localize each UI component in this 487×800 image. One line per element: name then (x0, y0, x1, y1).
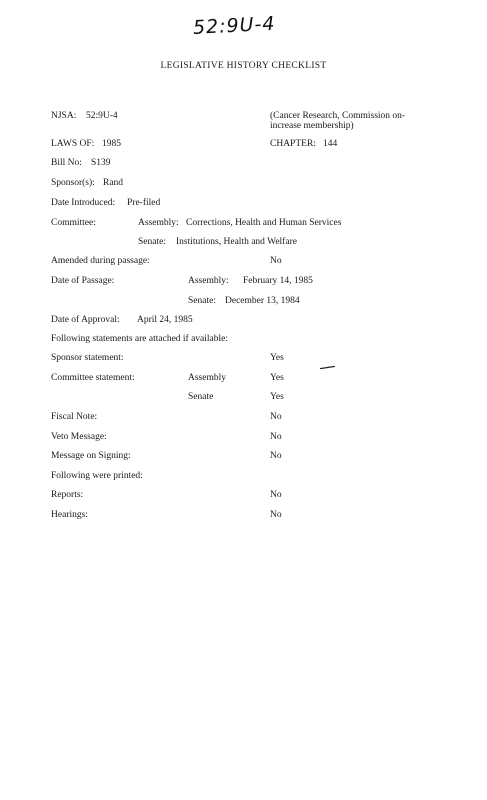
sponsor-statement-label: Sponsor statement: (51, 353, 124, 363)
committee-statement-senate-value: Yes (270, 392, 284, 402)
committee-statement-senate-label: Senate (188, 392, 214, 402)
date-of-passage-label: Date of Passage: (51, 276, 115, 286)
passage-senate-value: December 13, 1984 (225, 296, 300, 306)
committee-statement-label: Committee statement: (51, 373, 135, 383)
handwritten-number: 52:9U-4 (192, 12, 276, 39)
committee-label: Committee: (51, 218, 96, 228)
subject-line-1: (Cancer Research, Commission on- (270, 111, 406, 121)
statements-heading: Following statements are attached if available: (51, 334, 229, 344)
pen-mark (320, 366, 335, 369)
amended-label: Amended during passage: (51, 256, 150, 266)
sponsors-label: Sponsor(s): (51, 178, 95, 188)
committee-statement-assembly-label: Assembly (188, 373, 226, 383)
reports-value: No (270, 490, 282, 500)
committee-assembly-value: Corrections, Health and Human Services (186, 218, 342, 228)
chapter-value: 144 (323, 139, 338, 149)
chapter-label: CHAPTER: (270, 139, 316, 149)
amended-value: No (270, 256, 282, 266)
committee-senate-label: Senate: (138, 237, 166, 247)
date-of-approval-label: Date of Approval: (51, 315, 120, 325)
laws-of-value: 1985 (102, 139, 121, 149)
message-on-signing-value: No (270, 451, 282, 461)
subject-line-2: increase membership) (270, 121, 354, 131)
veto-message-value: No (270, 432, 282, 442)
passage-assembly-value: February 14, 1985 (243, 276, 313, 286)
printed-heading: Following were printed: (51, 471, 143, 481)
njsa-label: NJSA: (51, 111, 77, 121)
bill-no-value: S139 (91, 158, 111, 168)
message-on-signing-label: Message on Signing: (51, 451, 131, 461)
date-introduced-value: Pre-filed (127, 198, 161, 208)
bill-no-label: Bill No: (51, 158, 82, 168)
committee-assembly-label: Assembly: (138, 218, 179, 228)
passage-senate-label: Senate: (188, 296, 216, 306)
njsa-value: 52:9U-4 (86, 111, 118, 121)
reports-label: Reports: (51, 490, 84, 500)
date-introduced-label: Date Introduced: (51, 198, 116, 208)
committee-statement-assembly-value: Yes (270, 373, 284, 383)
committee-senate-value: Institutions, Health and Welfare (176, 237, 297, 247)
laws-of-label: LAWS OF: (51, 139, 95, 149)
hearings-value: No (270, 510, 282, 520)
date-of-approval-value: April 24, 1985 (137, 315, 193, 325)
page-title: LEGISLATIVE HISTORY CHECKLIST (160, 61, 327, 71)
sponsors-value: Rand (103, 178, 124, 188)
veto-message-label: Veto Message: (51, 432, 107, 442)
hearings-label: Hearings: (51, 510, 88, 520)
fiscal-note-value: No (270, 412, 282, 422)
passage-assembly-label: Assembly: (188, 276, 229, 286)
sponsor-statement-value: Yes (270, 353, 284, 363)
fiscal-note-label: Fiscal Note: (51, 412, 98, 422)
